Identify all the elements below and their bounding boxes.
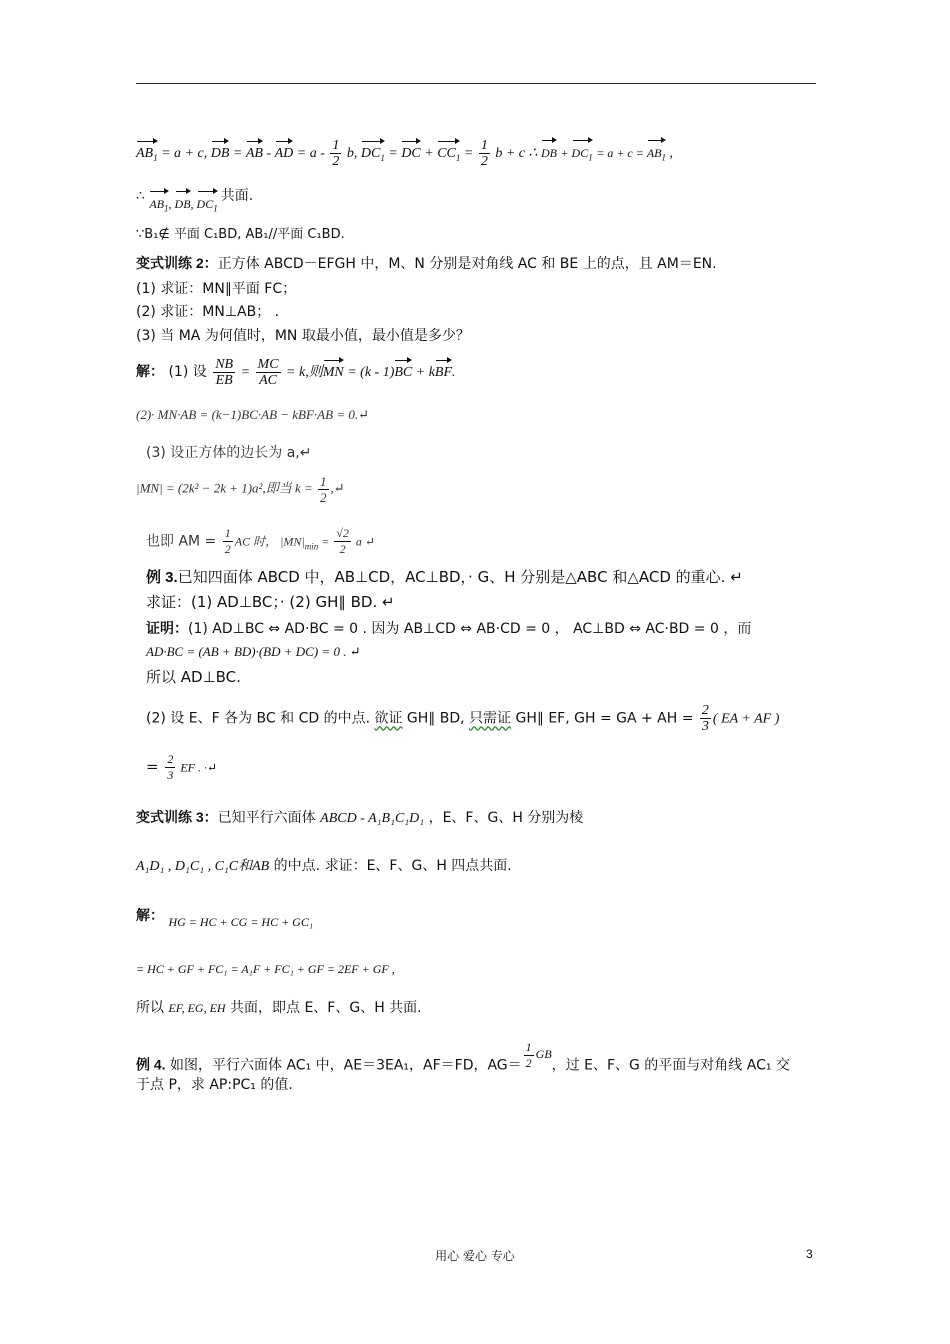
solution2-part4: |MN| = (2k² − 2k + 1)a²,即当 k = $\frac{1}{2}$ ,↵ <box>136 474 345 505</box>
solution3-line1: 解： HG = HC + CG = HC + GC₁ <box>136 908 314 929</box>
variant2-q3: (3) 当 MA 为何值时，MN 取最小值，最小值是多少？ <box>136 328 470 344</box>
variant3-heading: 变式训练 3：已知平行六面体 ABCD - A₁B₁C₁D₁ ，E、F、G、H 分别为棱 <box>136 809 584 826</box>
page-number: 3 <box>806 1247 813 1261</box>
solution2-part3: (3) 设正方体的边长为 a,↵ <box>146 445 312 461</box>
solution3-line2: = HC + GF + FC₁ = A₁F + FC₁ + GF = 2EF + GF , <box>136 962 395 976</box>
example3-proof5: = $\frac{2}{3}$ EF . ·↵ <box>146 752 218 782</box>
footer-text: 用心 爱心 专心 <box>435 1249 515 1263</box>
solution2-part2: (2)· MN·AB = (k−1)BC·AB − kBF·AB = 0.↵ <box>136 407 369 422</box>
variant3-edges: A₁D₁ , D₁C₁ , C₁C和AB 的中点. 求证：E、F、G、H 四点共面. <box>136 858 512 874</box>
solution3-line3: 所以 EF, EG, EH 共面，即点 E、F、G、H 共面. <box>136 1000 422 1016</box>
vec-ab1: $AB_1$ <box>136 138 158 168</box>
example3-proof4: (2) 设 E、F 各为 BC 和 CD 的中点. 欲证 GH∥ BD, 只需证 GH∥ EF, GH = GA + AH = $\frac{2}{3}$ ( EA + AF ) <box>146 703 780 734</box>
solution2-part1: 解： (1) 设 $\frac{NB}{EB}$ = $\frac{MC}{AC}$ = k,则MN = (k - 1)BC + kBF. <box>136 357 456 389</box>
vec-db: DB <box>211 138 230 164</box>
example3-proof1: 证明：(1) AD⊥BC ⇔ AD·BC = 0 . 因为 AB⊥CD ⇔ AB·CD = 0 ， AC⊥BD ⇔ AC·BD = 0 ，而 <box>146 620 752 637</box>
example3-prove: 求证：(1) AD⊥BC；· (2) GH∥ BD. ↵ <box>146 593 395 611</box>
variant2-heading: 变式训练 2：正方体 ABCD－EFGH 中，M、N 分别是对角线 AC 和 BE 上的点，且 AM＝EN. <box>136 255 717 272</box>
example3-proof3: 所以 AD⊥BC. <box>146 668 241 686</box>
example3-proof2: AD·BC = (AB + BD)·(BD + DC) = 0 . ↵ <box>146 644 361 659</box>
coplanar-line: ∴ $AB_1$, DB, $DC_1$ 共面. <box>136 180 253 210</box>
solution2-part5: 也即 AM = $\frac{1}{2}$ AC 时， $|MN|_{min}$ = $\frac{√2}{2}$ a ↵ <box>146 526 375 556</box>
half-fraction: $\frac{1}{2}$ <box>332 138 340 170</box>
example4-line2: 于点 P，求 AP:PC₁ 的值. <box>136 1077 293 1093</box>
top-equation: $AB_1 = a + c$, DB = AB - AD = a - $\frac{1}{2}$ b, $DC_1$ = DC + $CC_1$ = $\frac{1}{2}$ b + c ∴ DB + $DC_1 = a + c = AB_1$ , <box>136 138 674 170</box>
variant2-q2: (2) 求证：MN⊥AB； . <box>136 304 280 320</box>
variant2-q1: (1) 求证：MN∥平面 FC； <box>136 281 297 297</box>
example4-line1: 例 4. 如图，平行六面体 AC₁ 中，AE＝3EA₁，AF＝FD，AG＝ $\frac{1}{2}$ GB，过 E、F、G 的平面与对角线 AC₁ 交 <box>136 1040 790 1074</box>
because-line: ∵B₁∉ 平面 C₁BD, AB₁//平面 C₁BD. <box>136 227 345 242</box>
example3-heading: 例 3.已知四面体 ABCD 中，AB⊥CD，AC⊥BD，· G、H 分别是△ABC 和△ACD 的重心. ↵ <box>146 568 743 586</box>
header-rule <box>136 83 816 84</box>
